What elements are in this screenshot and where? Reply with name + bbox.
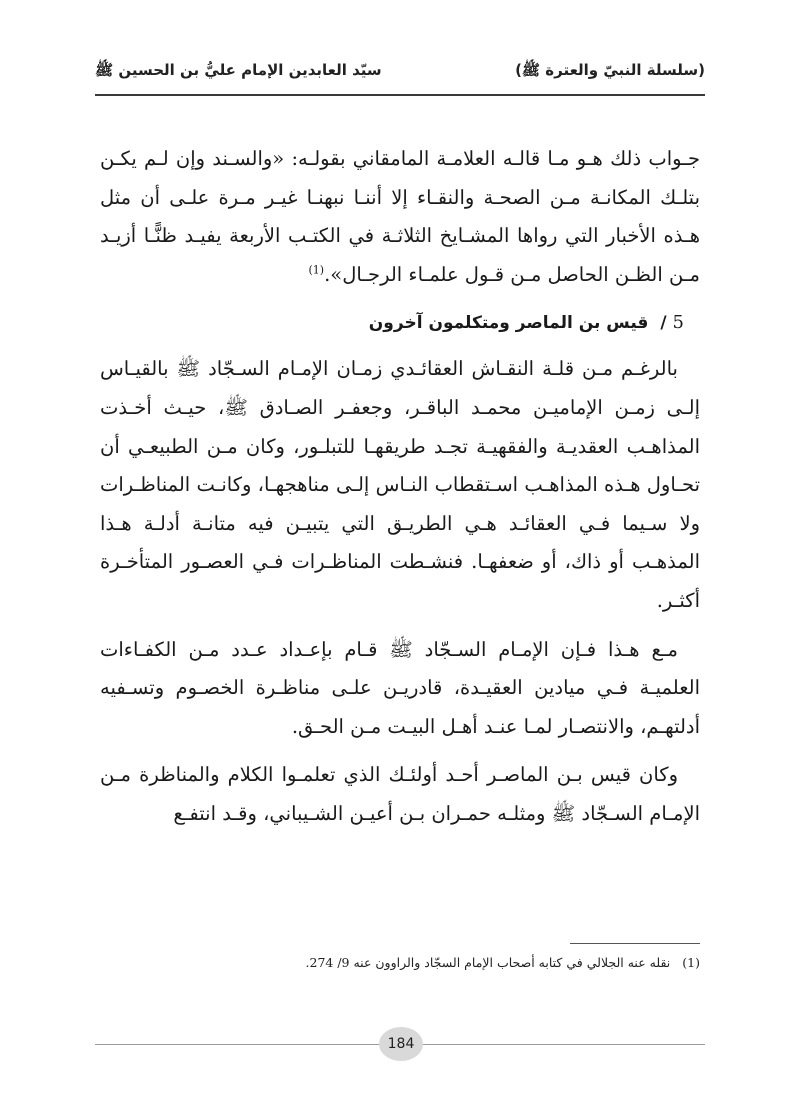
footnote-number: (1) [682, 955, 700, 970]
footnote [100, 955, 700, 970]
paragraph-intro [100, 140, 700, 294]
footnote-rule [570, 943, 700, 944]
header-rule [95, 94, 705, 96]
footnote-reference: (1) [308, 263, 325, 277]
page-number-rule-left [95, 1044, 385, 1045]
footnote-text: نقله عنه الجلالي في كتابه أصحاب الإمام السجّاد والراوون عنه 9/ 274. [305, 955, 671, 970]
paragraph: وكان قيس بـن الماصـر أحـد أولئـك الذي تعلمـوا الكلام والمناظرة مـن الإمـام السـجّاد ﷺ ومثلـه حمـران بـن أعيـن الشـيباني، وقـد انتفـع [100, 763, 700, 825]
page-number: 184 [379, 1027, 423, 1061]
page-body [100, 140, 700, 834]
section-number: 5 [672, 312, 684, 334]
section-separator: / [660, 313, 667, 334]
running-header [95, 56, 705, 88]
page-number-rule-right [415, 1044, 705, 1045]
section-title: قيس بن الماصر ومتكلمون آخرون [368, 313, 649, 334]
section-heading [100, 300, 700, 346]
book-title: سيّد العابدين الإمام عليُّ بن الحسين ﷺ [95, 61, 382, 79]
series-title: (سلسلة النبيّ والعترة ﷺ) [515, 61, 705, 79]
paragraph-intro-text: جـواب ذلك هـو مـا قالـه العلامـة المامقاني بقولـه: «والسـند وإن لـم يكـن بتلـك المكانـة مـن الصحـة والنقـاء إلا أننـا نبهنـا غيـر مـرة علـى أن مثل هـذه الأخبار التي رواها المشـايخ الثلاثـة في الكتـب الأربعة يفيـد ظنًّـا أزيـد مـن الظـن الحاصل مـن قـول علمـاء الرجـال». [100, 147, 700, 286]
paragraph: مـع هـذا فـإن الإمـام السـجّاد ﷺ قـام بإعـداد عـدد مـن الكفـاءات العلميـة فـي ميادين العقيـدة، قادريـن علـى مناظـرة الخصـوم وتسـفيه أدلتهـم، والانتصـار لمـا عنـد أهـل البيـت مـن الحـق. [100, 637, 700, 738]
paragraph: بالرغـم مـن قلـة النقـاش العقائـدي زمـان الإمـام السـجّاد ﷺ بالقيـاس إلـى زمـن الإماميـن محمـد الباقـر، وجعفـر الصـادق ﷺ، حيـث أخـذت المذاهـب العقديـة والفقهيـة تجـد طريقهـا للتبلـور، وكان مـن الطبيعـي أن تحـاول هـذه المذاهـب اسـتقطاب النـاس إلـى مناهجهـا، وكانـت المناظـرات ولا سـيما فـي العقائـد هـي الطريـق التي يتبيـن فيه متانـة أدلـة هـذا المذهـب أو ذاك، أو ضعفهـا. فنشـطت المناظـرات فـي العصـور المتأخـرة أكثـر. [100, 357, 700, 612]
